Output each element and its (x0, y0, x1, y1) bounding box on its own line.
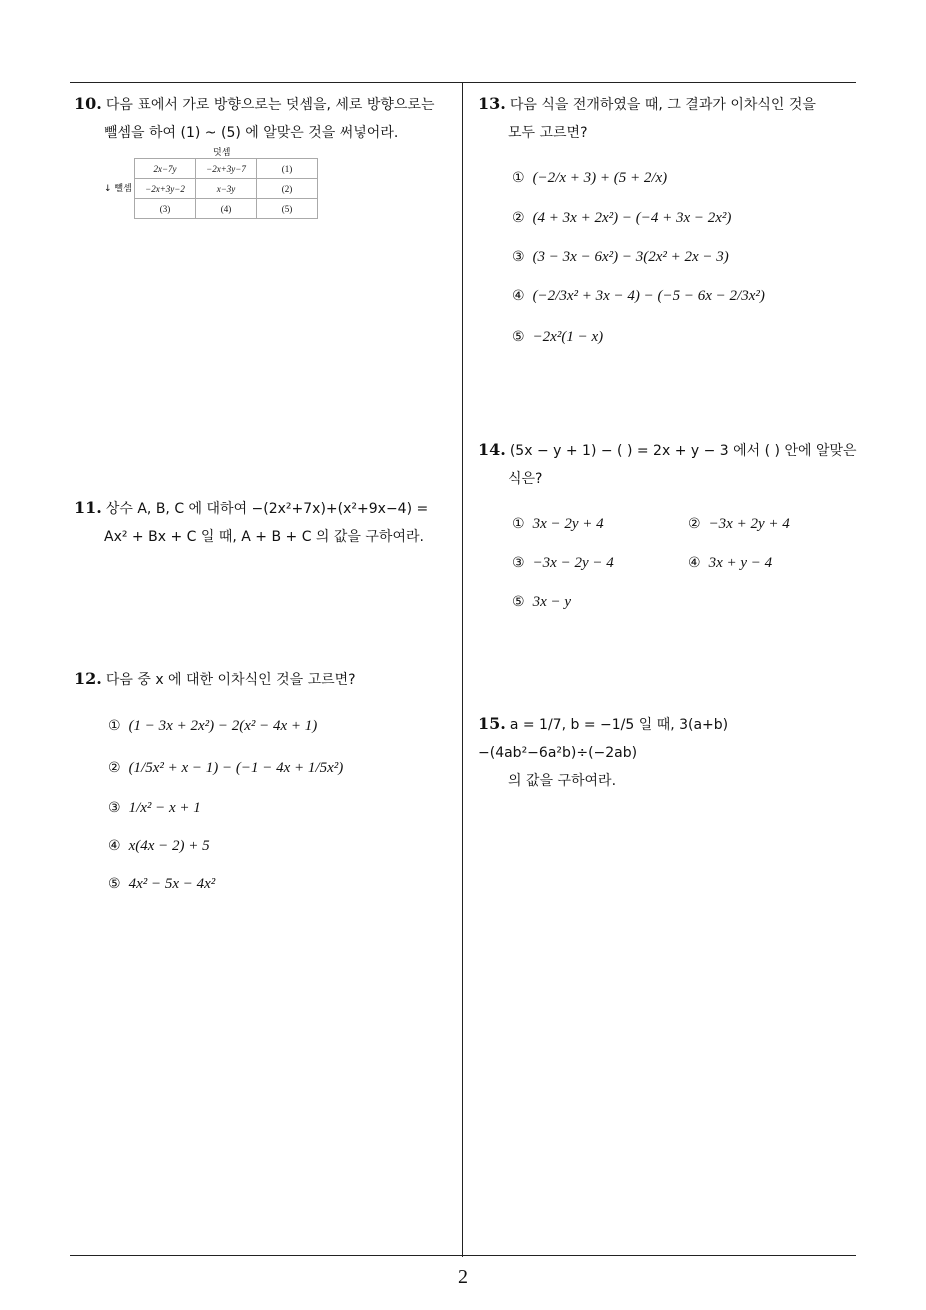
table-row (135, 179, 318, 199)
table-cell: (3) (135, 199, 196, 219)
choice-expression: (1 − 3x + 2x²) − 2(x² − 4x + 1) (128, 718, 318, 734)
problem-text: (5x − y + 1) − ( ) = 2x + y − 3 에서 ( ) 안에 알맞은 (509, 443, 857, 459)
problem-number: 10. (74, 94, 102, 113)
problem-text: 다음 표에서 가로 방향으로는 덧셈을, 세로 방향으로는 (105, 97, 435, 113)
page-number: 2 (458, 1266, 468, 1288)
choice-expression: −3x − 2y − 4 (532, 555, 614, 571)
choice-4[interactable]: ④ (−2/3x² + 3x − 4) − (−5 − 6x − 2/3x²) (512, 288, 765, 304)
table-cell: (1) (257, 159, 318, 179)
choice-expression: −2x²(1 − x) (532, 329, 604, 345)
choice-expression: 3x − 2y + 4 (532, 516, 604, 532)
choice-2[interactable]: ② (1/5x² + x − 1) − (−1 − 4x + 1/5x²) (108, 760, 344, 776)
table-cell: (5) (257, 199, 318, 219)
problem-number: 15. (478, 714, 506, 733)
choice-5[interactable]: ⑤ −2x²(1 − x) (512, 329, 604, 345)
choice-expression: x(4x − 2) + 5 (128, 838, 210, 854)
choice-1[interactable]: ① 3x − 2y + 4 (512, 516, 604, 532)
table-cell: (4) (196, 199, 257, 219)
choice-expression: (−2/3x² + 3x − 4) − (−5 − 6x − 2/3x²) (532, 288, 765, 304)
choice-expression: 3x + y − 4 (708, 555, 773, 571)
problem-text: a = 1/7, b = −1/5 일 때, 3(a+b)−(4ab²−6a²b)÷(−2ab) (478, 717, 729, 761)
bottom-rule (70, 1255, 856, 1256)
table-cell: (2) (257, 179, 318, 199)
table-row (135, 159, 318, 179)
choice-expression: 1/x² − x + 1 (128, 800, 201, 816)
problem-10 (74, 90, 459, 147)
choice-expression: (1/5x² + x − 1) − (−1 − 4x + 1/5x²) (128, 760, 344, 776)
choice-expression: 4x² − 5x − 4x² (128, 876, 216, 892)
top-rule (70, 82, 856, 83)
choice-4[interactable]: ④ x(4x − 2) + 5 (108, 838, 210, 854)
choice-2[interactable]: ② (4 + 3x + 2x²) − (−4 + 3x − 2x²) (512, 210, 732, 226)
problem-text: 모두 고르면? (508, 125, 588, 141)
problem-14 (478, 436, 863, 493)
table-col-label: 덧셈 (213, 148, 231, 158)
problem-text: 의 값을 구하여라. (508, 773, 617, 789)
problem-text: 식은? (508, 471, 543, 487)
calc-table-wrapper (134, 158, 318, 219)
table-cell: −2x+3y−2 (135, 179, 196, 199)
problem-number: 14. (478, 440, 506, 459)
problem-number: 13. (478, 94, 506, 113)
choice-expression: −3x + 2y + 4 (708, 516, 790, 532)
problem-text: 뺄셈을 하여 (1) ~ (5) 에 알맞은 것을 써넣어라. (104, 125, 399, 141)
choice-3[interactable]: ③ 1/x² − x + 1 (108, 800, 201, 816)
choice-1[interactable]: ① (−2/x + 3) + (5 + 2/x) (512, 170, 668, 186)
choice-1[interactable]: ① (1 − 3x + 2x²) − 2(x² − 4x + 1) (108, 718, 318, 734)
choice-expression: (3 − 3x − 6x²) − 3(2x² + 2x − 3) (532, 249, 729, 265)
table-cell: 2x−7y (135, 159, 196, 179)
choice-3[interactable]: ③ (3 − 3x − 6x²) − 3(2x² + 2x − 3) (512, 249, 729, 265)
choice-4[interactable]: ④ 3x + y − 4 (688, 555, 773, 571)
table-row-label: ↓ 뺄셈 (104, 184, 132, 194)
choice-5[interactable]: ⑤ 4x² − 5x − 4x² (108, 876, 216, 892)
problem-12 (74, 665, 459, 694)
choice-2[interactable]: ② −3x + 2y + 4 (688, 516, 790, 532)
problem-11 (74, 494, 459, 551)
table-cell: −2x+3y−7 (196, 159, 257, 179)
choice-3[interactable]: ③ −3x − 2y − 4 (512, 555, 614, 571)
column-divider (462, 82, 463, 1257)
table-cell: x−3y (196, 179, 257, 199)
choice-expression: 3x − y (532, 594, 571, 610)
choice-5[interactable]: ⑤ 3x − y (512, 594, 571, 610)
problem-number: 12. (74, 669, 102, 688)
problem-13 (478, 90, 863, 147)
table-row (135, 199, 318, 219)
choice-expression: (−2/x + 3) + (5 + 2/x) (532, 170, 668, 186)
problem-text: Ax² + Bx + C 일 때, A + B + C 의 값을 구하여라. (104, 529, 424, 545)
problem-text: 상수 A, B, C 에 대하여 −(2x²+7x)+(x²+9x−4) = (105, 501, 429, 517)
problem-15 (478, 710, 863, 795)
calc-table (134, 158, 318, 219)
choice-expression: (4 + 3x + 2x²) − (−4 + 3x − 2x²) (532, 210, 732, 226)
problem-number: 11. (74, 498, 102, 517)
problem-text: 다음 식을 전개하였을 때, 그 결과가 이차식인 것을 (509, 97, 816, 113)
problem-text: 다음 중 x 에 대한 이차식인 것을 고르면? (105, 672, 356, 688)
